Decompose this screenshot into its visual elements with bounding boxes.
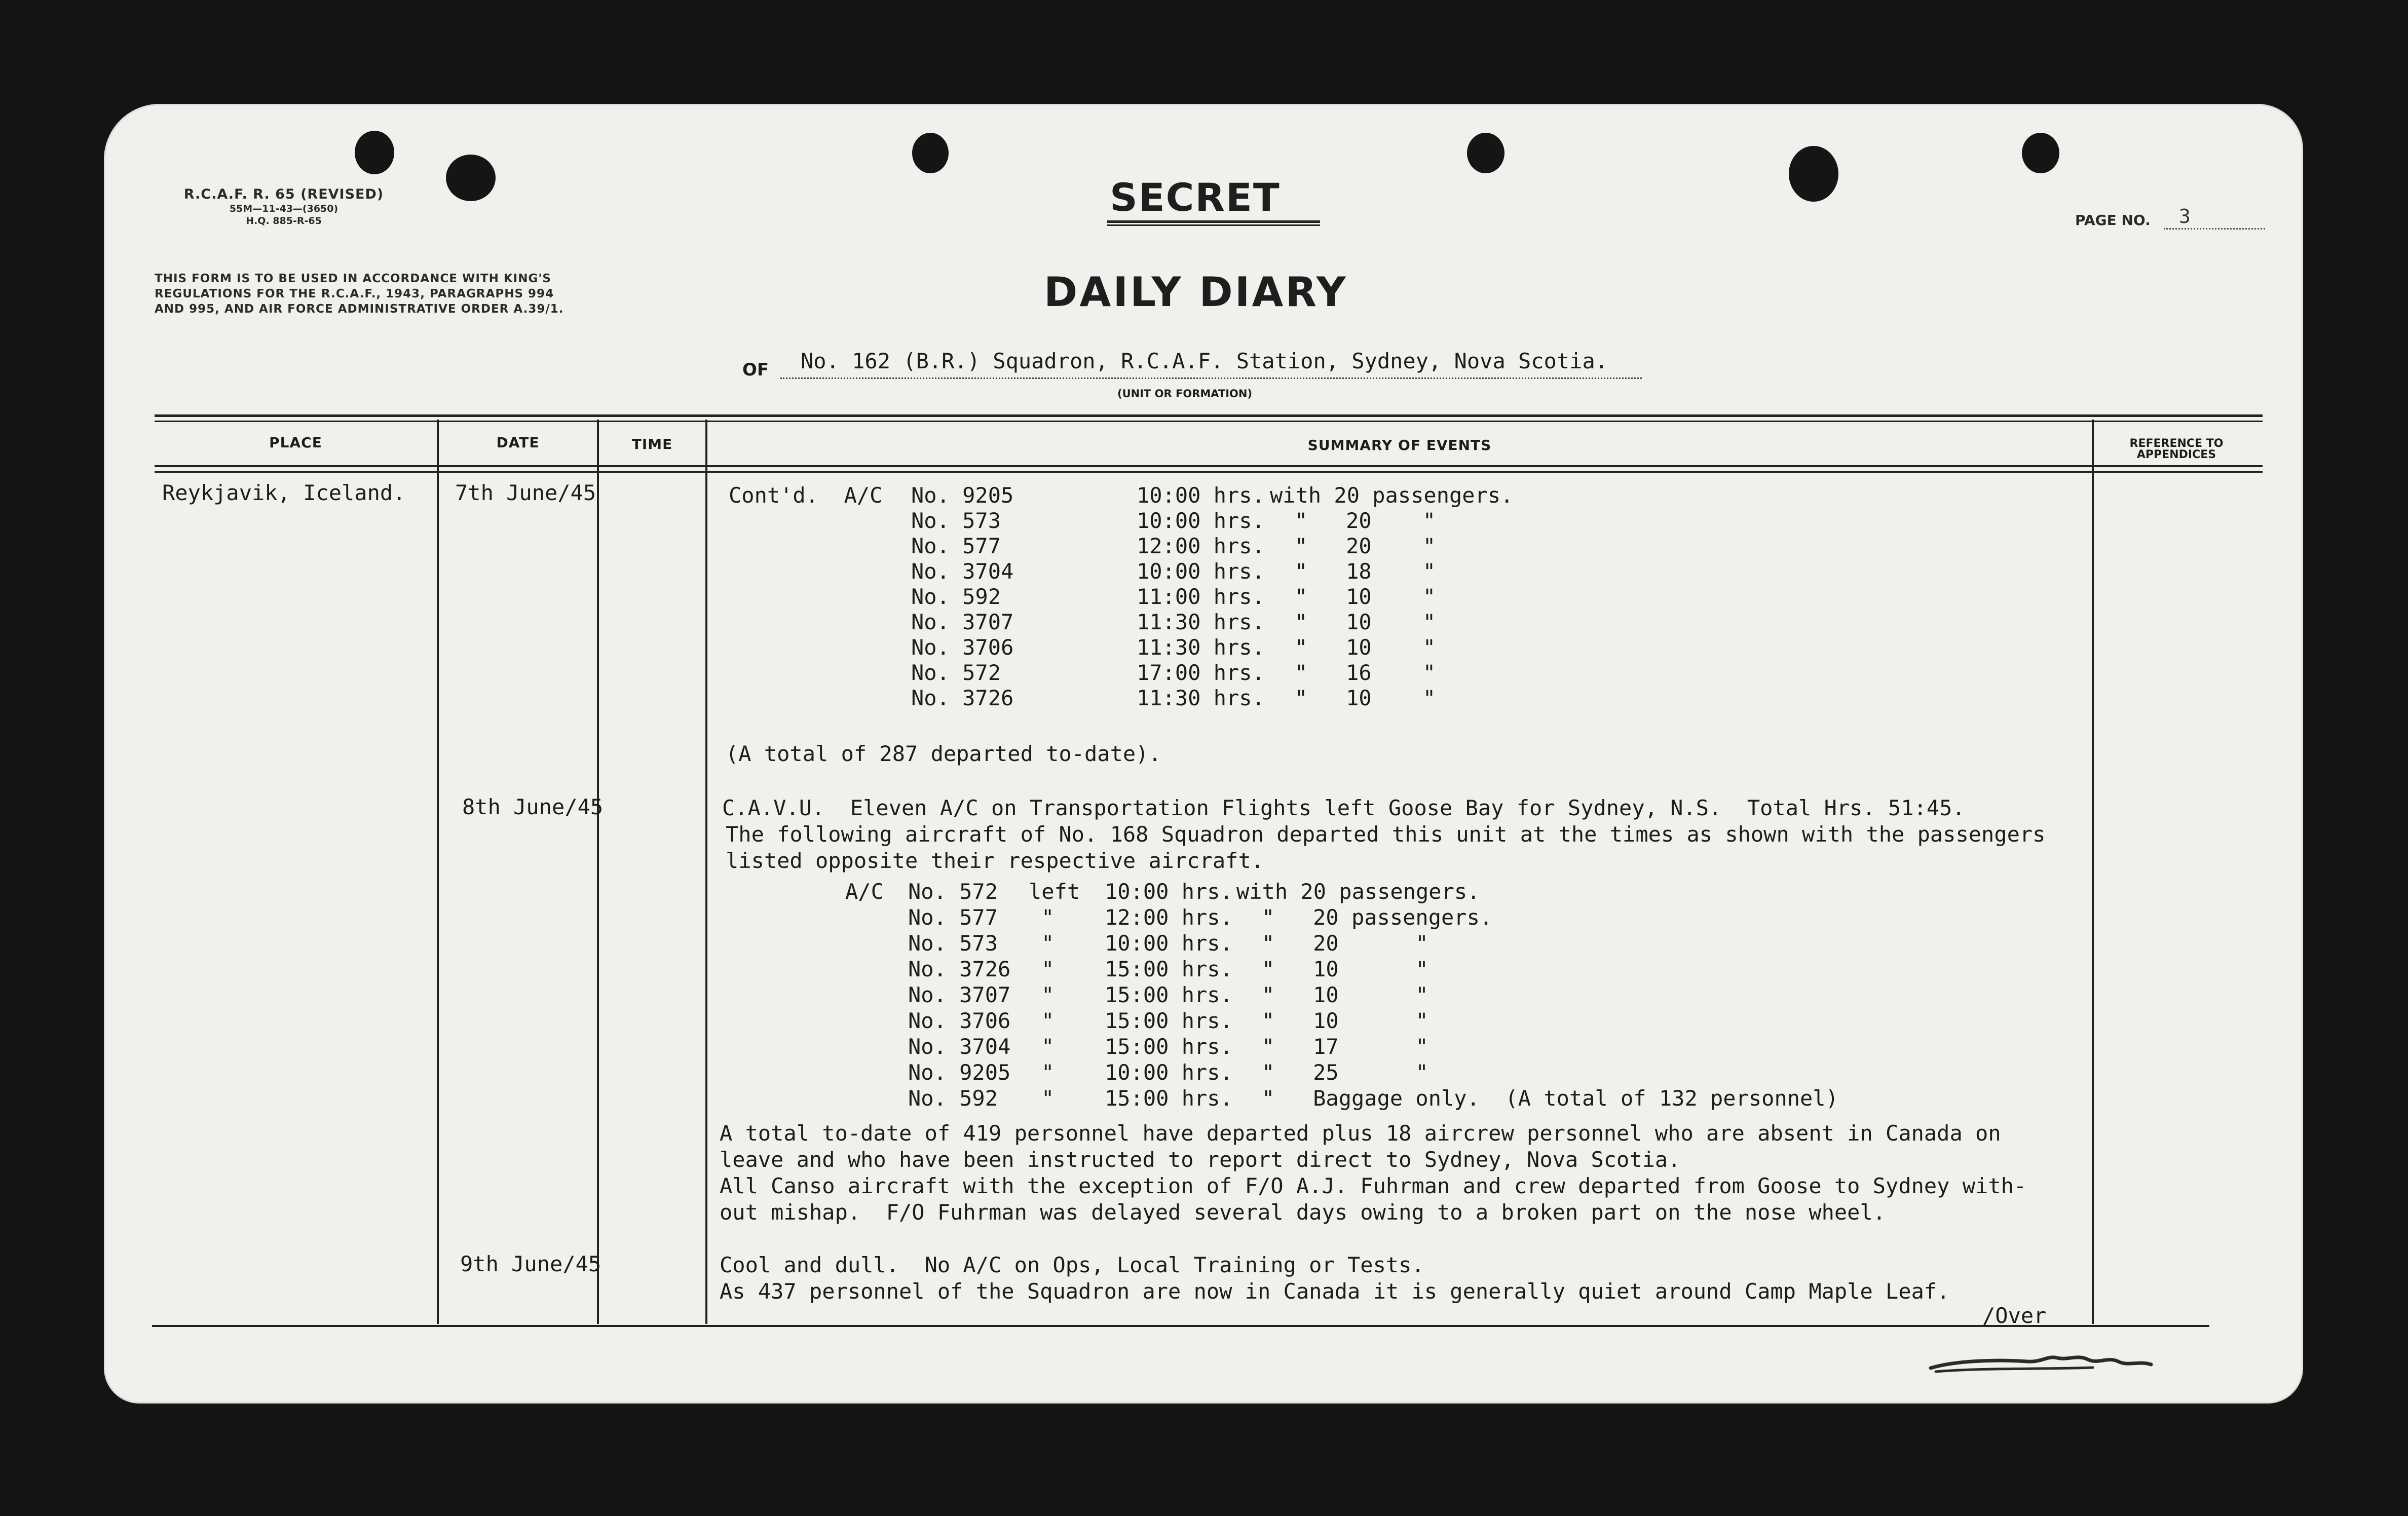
- column-header-reference: REFERENCE TO APPENDICES: [2129, 437, 2224, 461]
- flight-passengers: " 20 passengers.: [1262, 905, 1493, 930]
- entry-note: All Canso aircraft with the exception of F/O A.J. Fuhrman and crew departed from Goose to Sydney with-: [720, 1173, 2027, 1198]
- flight-aircraft: No. 3706: [908, 1008, 1011, 1033]
- punch-hole: [355, 131, 394, 174]
- flight-passengers: " Baggage only. (A total of 132 personnel): [1262, 1086, 1838, 1111]
- entry-date: 8th June/45: [462, 794, 604, 819]
- flight-aircraft: No. 9205: [908, 1060, 1011, 1085]
- entry-note: A total to-date of 419 personnel have departed plus 18 aircrew personnel who are absent in Canada on: [720, 1121, 2001, 1146]
- column-header-time: TIME: [631, 436, 673, 452]
- flight-aircraft: No. 572: [911, 660, 1001, 685]
- form-id-line: R.C.A.F. R. 65 (REVISED): [183, 186, 384, 202]
- flight-aircraft: No. 573: [911, 508, 1001, 533]
- classification-underline: [1107, 224, 1320, 226]
- flight-departure: ": [1041, 905, 1055, 930]
- flight-departure: ": [1041, 982, 1055, 1007]
- flight-time: 15:00 hrs.: [1105, 982, 1233, 1007]
- header-bottom-rule: [155, 471, 2263, 473]
- flight-departure: ": [1041, 1060, 1055, 1085]
- flight-time: 12:00 hrs.: [1105, 905, 1233, 930]
- flight-aircraft: No. 3707: [911, 610, 1014, 634]
- flight-departure: ": [1041, 1086, 1055, 1111]
- flight-passengers: " 10 ": [1262, 957, 1428, 981]
- flight-passengers: " 20 ": [1295, 508, 1436, 533]
- form-id-line: H.Q. 885-R-65: [246, 215, 322, 226]
- flight-passengers: " 10 ": [1262, 1008, 1428, 1033]
- column-divider: [597, 420, 599, 1324]
- flight-aircraft: No. 577: [908, 905, 998, 930]
- flight-time: 17:00 hrs.: [1137, 660, 1265, 685]
- flight-time: 15:00 hrs.: [1105, 1008, 1233, 1033]
- flight-passengers: " 10 ": [1295, 686, 1436, 710]
- flight-aircraft: No. 572: [908, 879, 998, 904]
- entry-line: listed opposite their respective aircraft.: [726, 848, 1264, 873]
- entry-line: The following aircraft of No. 168 Squadron departed this unit at the times as shown with the passengers: [726, 822, 2046, 847]
- flight-departure: ": [1041, 1034, 1055, 1059]
- column-header-date: DATE: [496, 434, 540, 451]
- flight-time: 11:30 hrs.: [1137, 610, 1265, 634]
- flight-passengers: " 10 ": [1295, 610, 1436, 634]
- flight-passengers: with 20 passengers.: [1236, 879, 1480, 904]
- form-instructions: THIS FORM IS TO BE USED IN ACCORDANCE WITH KING'S REGULATIONS FOR THE R.C.A.F., 1943, PARAGRAPHS 994 AND 995, AND AIR FORCE ADMINISTRATIVE ORDER A.39/1.: [155, 272, 564, 316]
- flight-time: 11:30 hrs.: [1137, 686, 1265, 710]
- flight-time: 15:00 hrs.: [1105, 1034, 1233, 1059]
- entry-note: leave and who have been instructed to report direct to Sydney, Nova Scotia.: [720, 1147, 1681, 1172]
- flight-passengers: " 16 ": [1295, 660, 1436, 685]
- form-id: [162, 186, 405, 226]
- entry-line: Cool and dull. No A/C on Ops, Local Training or Tests.: [720, 1253, 1424, 1277]
- unit-name: No. 162 (B.R.) Squadron, R.C.A.F. Station, Sydney, Nova Scotia.: [801, 349, 1608, 373]
- continuation-note: /Over: [1982, 1303, 2047, 1328]
- flight-departure: ": [1041, 957, 1055, 981]
- column-header-place: PLACE: [269, 434, 322, 451]
- page-title: DAILY DIARY: [1044, 269, 1348, 316]
- entry-note: out mishap. F/O Fuhrman was delayed several days owing to a broken part on the nose wheel.: [720, 1200, 1886, 1225]
- entry-date: 9th June/45: [460, 1252, 601, 1276]
- flight-passengers: " 20 ": [1295, 534, 1436, 558]
- place-entry: Reykjavik, Iceland.: [162, 480, 406, 505]
- column-divider: [2092, 420, 2094, 1324]
- flight-passengers: " 10 ": [1295, 635, 1436, 660]
- form-id-line: 55M—11-43—(3650): [229, 203, 338, 214]
- punch-hole: [1467, 133, 1504, 173]
- flight-time: 10:00 hrs.: [1137, 559, 1265, 584]
- page-number-label: PAGE NO.: [2075, 212, 2151, 229]
- classification-underline: [1107, 220, 1320, 223]
- column-header-summary: SUMMARY OF EVENTS: [1307, 437, 1492, 453]
- entry-total: (A total of 287 departed to-date).: [726, 741, 1161, 766]
- table-top-rule: [155, 421, 2263, 422]
- flight-aircraft: No. 3706: [911, 635, 1014, 660]
- punch-hole: [446, 155, 496, 201]
- flight-aircraft: No. 592: [908, 1086, 998, 1111]
- signature: [1926, 1345, 2179, 1381]
- flight-aircraft: No. 3707: [908, 982, 1011, 1007]
- entry-date: 7th June/45: [455, 480, 596, 505]
- flight-departure: ": [1041, 931, 1055, 956]
- punch-hole: [2022, 133, 2059, 173]
- entry-line: C.A.V.U. Eleven A/C on Transportation Flights left Goose Bay for Sydney, N.S. Total Hrs. 51:45.: [722, 795, 1965, 820]
- flight-passengers: with 20 passengers.: [1270, 483, 1514, 508]
- unit-of-label: OF: [742, 360, 769, 380]
- flight-passengers: " 17 ": [1262, 1034, 1428, 1059]
- entry-intro: Cont'd. A/C: [729, 483, 883, 508]
- flight-time: 10:00 hrs.: [1105, 879, 1233, 904]
- flight-time: 10:00 hrs.: [1105, 931, 1233, 956]
- entry-line: As 437 personnel of the Squadron are now in Canada it is generally quiet around Camp Maple Leaf.: [720, 1279, 1950, 1304]
- flight-lead: A/C: [845, 879, 884, 904]
- flight-time: 11:30 hrs.: [1137, 635, 1265, 660]
- flight-time: 10:00 hrs.: [1137, 508, 1265, 533]
- flight-passengers: " 25 ": [1262, 1060, 1428, 1085]
- punch-hole: [912, 133, 949, 173]
- flight-passengers: " 10 ": [1262, 982, 1428, 1007]
- flight-aircraft: No. 3704: [911, 559, 1014, 584]
- page-number: 3: [2179, 205, 2191, 228]
- table-top-rule: [155, 414, 2263, 417]
- flight-time: 15:00 hrs.: [1105, 957, 1233, 981]
- flight-aircraft: No. 3726: [908, 957, 1011, 981]
- column-divider: [705, 420, 707, 1324]
- flight-aircraft: No. 573: [908, 931, 998, 956]
- unit-caption: (UNIT OR FORMATION): [1117, 388, 1253, 400]
- flight-time: 10:00 hrs.: [1137, 483, 1265, 508]
- flight-passengers: " 20 ": [1262, 931, 1428, 956]
- page-number-dots: [2164, 228, 2265, 230]
- flight-aircraft: No. 9205: [911, 483, 1014, 508]
- flight-departure: ": [1041, 1008, 1055, 1033]
- flight-passengers: " 18 ": [1295, 559, 1436, 584]
- flight-aircraft: No. 3726: [911, 686, 1014, 710]
- flight-time: 10:00 hrs.: [1105, 1060, 1233, 1085]
- flight-passengers: " 10 ": [1295, 584, 1436, 609]
- punch-hole: [1789, 146, 1838, 202]
- flight-aircraft: No. 592: [911, 584, 1001, 609]
- flight-time: 15:00 hrs.: [1105, 1086, 1233, 1111]
- header-bottom-rule: [155, 465, 2263, 467]
- classification-heading: SECRET: [1110, 175, 1281, 220]
- flight-aircraft: No. 3704: [908, 1034, 1011, 1059]
- flight-time: 12:00 hrs.: [1137, 534, 1265, 558]
- column-divider: [437, 420, 439, 1324]
- flight-time: 11:00 hrs.: [1137, 584, 1265, 609]
- flight-aircraft: No. 577: [911, 534, 1001, 558]
- table-bottom-rule: [152, 1325, 2209, 1327]
- flight-departure: left: [1029, 879, 1080, 904]
- unit-dots: [780, 377, 1642, 379]
